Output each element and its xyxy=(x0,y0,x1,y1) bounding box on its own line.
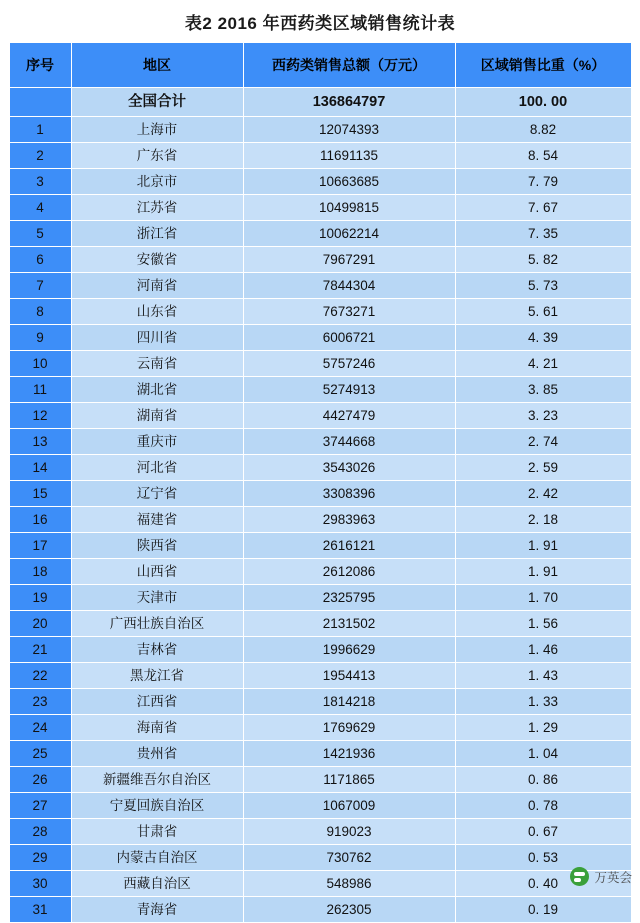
cell-amount: 2325795 xyxy=(243,585,455,611)
cell-index: 28 xyxy=(9,819,71,845)
cell-region: 四川省 xyxy=(71,325,243,351)
cell-region: 江苏省 xyxy=(71,195,243,221)
cell-share: 3. 85 xyxy=(455,377,631,403)
table-header-row xyxy=(9,43,631,88)
cell-amount: 1421936 xyxy=(243,741,455,767)
cell-amount: 10062214 xyxy=(243,221,455,247)
cell-region: 黑龙江省 xyxy=(71,663,243,689)
table-row xyxy=(9,273,631,299)
cell-region: 西藏自治区 xyxy=(71,871,243,897)
cell-share: 1. 70 xyxy=(455,585,631,611)
table-row xyxy=(9,611,631,637)
table-row xyxy=(9,117,631,143)
cell-region: 陕西省 xyxy=(71,533,243,559)
cell-share: 1. 33 xyxy=(455,689,631,715)
cell-region: 浙江省 xyxy=(71,221,243,247)
cell-region: 山西省 xyxy=(71,559,243,585)
cell-index: 5 xyxy=(9,221,71,247)
cell-share: 0. 78 xyxy=(455,793,631,819)
table-row xyxy=(9,819,631,845)
cell-share: 7. 79 xyxy=(455,169,631,195)
cell-share: 1. 91 xyxy=(455,559,631,585)
cell-amount: 7844304 xyxy=(243,273,455,299)
table-row xyxy=(9,793,631,819)
cell-share: 2. 42 xyxy=(455,481,631,507)
cell-amount: 2616121 xyxy=(243,533,455,559)
column-header-share: 区域销售比重（%） xyxy=(455,43,631,88)
table-row xyxy=(9,689,631,715)
cell-index: 1 xyxy=(9,117,71,143)
table-row xyxy=(9,377,631,403)
cell-index: 20 xyxy=(9,611,71,637)
table-row xyxy=(9,221,631,247)
cell-index: 25 xyxy=(9,741,71,767)
cell-region: 内蒙古自治区 xyxy=(71,845,243,871)
cell-amount: 7967291 xyxy=(243,247,455,273)
cell-share: 2. 74 xyxy=(455,429,631,455)
cell-index: 22 xyxy=(9,663,71,689)
cell-region: 安徽省 xyxy=(71,247,243,273)
cell-index: 14 xyxy=(9,455,71,481)
cell-amount: 136864797 xyxy=(243,88,455,117)
cell-region: 湖南省 xyxy=(71,403,243,429)
table-row xyxy=(9,585,631,611)
table-row xyxy=(9,767,631,793)
table-row xyxy=(9,637,631,663)
cell-region: 河北省 xyxy=(71,455,243,481)
cell-amount: 1996629 xyxy=(243,637,455,663)
cell-region: 辽宁省 xyxy=(71,481,243,507)
table-row xyxy=(9,325,631,351)
table-row xyxy=(9,455,631,481)
cell-region: 宁夏回族自治区 xyxy=(71,793,243,819)
cell-region: 上海市 xyxy=(71,117,243,143)
cell-amount: 1954413 xyxy=(243,663,455,689)
cell-region: 天津市 xyxy=(71,585,243,611)
cell-index: 24 xyxy=(9,715,71,741)
cell-region: 贵州省 xyxy=(71,741,243,767)
table-row xyxy=(9,507,631,533)
table-row xyxy=(9,195,631,221)
cell-share: 0. 67 xyxy=(455,819,631,845)
table-row xyxy=(9,741,631,767)
cell-index: 11 xyxy=(9,377,71,403)
cell-share: 0. 53 xyxy=(455,845,631,871)
cell-region: 福建省 xyxy=(71,507,243,533)
table-row xyxy=(9,429,631,455)
cell-index: 7 xyxy=(9,273,71,299)
cell-amount: 3744668 xyxy=(243,429,455,455)
cell-index: 31 xyxy=(9,897,71,923)
cell-index: 27 xyxy=(9,793,71,819)
cell-index: 30 xyxy=(9,871,71,897)
wechat-logo-icon xyxy=(570,867,589,886)
cell-share: 8. 54 xyxy=(455,143,631,169)
cell-region: 新疆维吾尔自治区 xyxy=(71,767,243,793)
table-row xyxy=(9,897,631,923)
cell-amount: 1769629 xyxy=(243,715,455,741)
cell-share: 2. 18 xyxy=(455,507,631,533)
table-row-total xyxy=(9,88,631,117)
cell-amount: 3308396 xyxy=(243,481,455,507)
cell-share: 7. 67 xyxy=(455,195,631,221)
cell-index: 2 xyxy=(9,143,71,169)
cell-amount: 1067009 xyxy=(243,793,455,819)
cell-index: 9 xyxy=(9,325,71,351)
cell-share: 1. 43 xyxy=(455,663,631,689)
cell-amount: 5757246 xyxy=(243,351,455,377)
cell-region: 广东省 xyxy=(71,143,243,169)
cell-region: 全国合计 xyxy=(71,88,243,117)
cell-index: 19 xyxy=(9,585,71,611)
cell-index xyxy=(9,88,71,117)
cell-amount: 11691135 xyxy=(243,143,455,169)
cell-share: 5. 82 xyxy=(455,247,631,273)
cell-share: 5. 61 xyxy=(455,299,631,325)
cell-amount: 2983963 xyxy=(243,507,455,533)
cell-region: 江西省 xyxy=(71,689,243,715)
cell-share: 1. 29 xyxy=(455,715,631,741)
cell-share: 0. 40 xyxy=(455,871,631,897)
cell-index: 29 xyxy=(9,845,71,871)
cell-region: 河南省 xyxy=(71,273,243,299)
cell-index: 4 xyxy=(9,195,71,221)
table-row xyxy=(9,143,631,169)
cell-region: 云南省 xyxy=(71,351,243,377)
cell-share: 1. 46 xyxy=(455,637,631,663)
cell-index: 21 xyxy=(9,637,71,663)
cell-amount: 10499815 xyxy=(243,195,455,221)
cell-index: 6 xyxy=(9,247,71,273)
cell-region: 海南省 xyxy=(71,715,243,741)
watermark-label: 万英会 xyxy=(594,870,632,885)
cell-amount: 1814218 xyxy=(243,689,455,715)
cell-index: 13 xyxy=(9,429,71,455)
table-row xyxy=(9,403,631,429)
table-header xyxy=(9,43,631,88)
cell-index: 23 xyxy=(9,689,71,715)
cell-share: 1. 91 xyxy=(455,533,631,559)
cell-share: 4. 21 xyxy=(455,351,631,377)
cell-amount: 919023 xyxy=(243,819,455,845)
cell-index: 12 xyxy=(9,403,71,429)
cell-region: 青海省 xyxy=(71,897,243,923)
column-header-index: 序号 xyxy=(9,43,71,88)
table-row xyxy=(9,247,631,273)
table-row xyxy=(9,845,631,871)
table-body xyxy=(9,88,631,923)
cell-amount: 12074393 xyxy=(243,117,455,143)
cell-amount: 2131502 xyxy=(243,611,455,637)
table-row xyxy=(9,351,631,377)
cell-index: 8 xyxy=(9,299,71,325)
cell-amount: 6006721 xyxy=(243,325,455,351)
sales-statistics-table xyxy=(9,42,632,923)
cell-index: 15 xyxy=(9,481,71,507)
cell-index: 17 xyxy=(9,533,71,559)
column-header-region: 地区 xyxy=(71,43,243,88)
cell-amount: 7673271 xyxy=(243,299,455,325)
table-row xyxy=(9,481,631,507)
cell-amount: 3543026 xyxy=(243,455,455,481)
cell-index: 3 xyxy=(9,169,71,195)
cell-share: 2. 59 xyxy=(455,455,631,481)
cell-amount: 5274913 xyxy=(243,377,455,403)
cell-region: 北京市 xyxy=(71,169,243,195)
cell-amount: 262305 xyxy=(243,897,455,923)
cell-index: 18 xyxy=(9,559,71,585)
cell-region: 吉林省 xyxy=(71,637,243,663)
table-row xyxy=(9,663,631,689)
cell-share: 8.82 xyxy=(455,117,631,143)
cell-share: 5. 73 xyxy=(455,273,631,299)
cell-region: 广西壮族自治区 xyxy=(71,611,243,637)
cell-amount: 730762 xyxy=(243,845,455,871)
cell-amount: 10663685 xyxy=(243,169,455,195)
cell-region: 重庆市 xyxy=(71,429,243,455)
column-header-amount: 西药类销售总额（万元） xyxy=(243,43,455,88)
cell-index: 26 xyxy=(9,767,71,793)
cell-share: 100. 00 xyxy=(455,88,631,117)
page-title: 表2 2016 年西药类区域销售统计表 xyxy=(184,14,456,33)
cell-share: 0. 19 xyxy=(455,897,631,923)
cell-amount: 548986 xyxy=(243,871,455,897)
cell-share: 7. 35 xyxy=(455,221,631,247)
cell-index: 10 xyxy=(9,351,71,377)
table-row xyxy=(9,715,631,741)
table-row xyxy=(9,169,631,195)
cell-share: 4. 39 xyxy=(455,325,631,351)
watermark xyxy=(570,867,632,886)
cell-region: 湖北省 xyxy=(71,377,243,403)
cell-region: 山东省 xyxy=(71,299,243,325)
cell-region: 甘肃省 xyxy=(71,819,243,845)
table-row xyxy=(9,533,631,559)
cell-share: 1. 04 xyxy=(455,741,631,767)
cell-index: 16 xyxy=(9,507,71,533)
cell-share: 3. 23 xyxy=(455,403,631,429)
cell-share: 0. 86 xyxy=(455,767,631,793)
table-row xyxy=(9,559,631,585)
cell-amount: 4427479 xyxy=(243,403,455,429)
table-row xyxy=(9,871,631,897)
cell-share: 1. 56 xyxy=(455,611,631,637)
table-row xyxy=(9,299,631,325)
cell-amount: 2612086 xyxy=(243,559,455,585)
cell-amount: 1171865 xyxy=(243,767,455,793)
